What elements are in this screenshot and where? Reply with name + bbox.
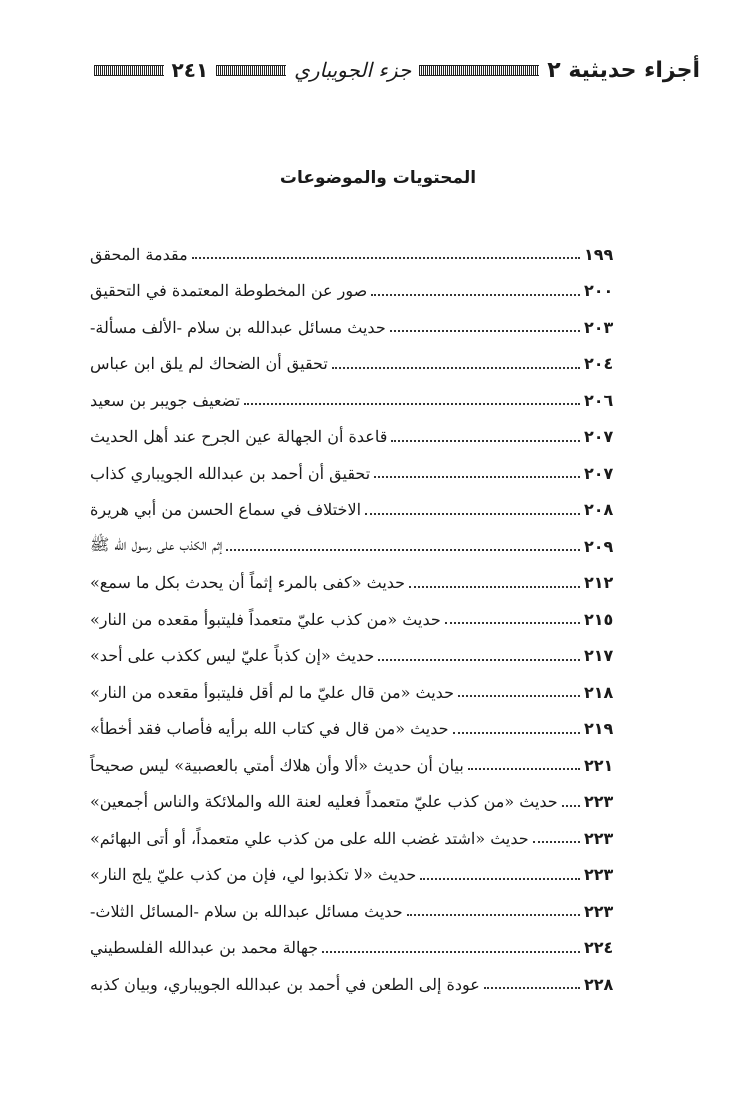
dot-leader xyxy=(409,586,580,588)
dot-leader xyxy=(468,768,580,770)
toc-entry-title: صور عن المخطوطة المعتمدة في التحقيق xyxy=(90,281,368,301)
toc-row xyxy=(88,784,628,821)
toc-row xyxy=(88,638,628,675)
toc-row xyxy=(88,747,628,784)
toc-page-number: ٢٠٧ xyxy=(584,427,614,447)
toc-page-number: ١٩٩ xyxy=(584,244,614,264)
dot-leader xyxy=(420,878,580,880)
toc-entry-title: جهالة محمد بن عبدالله الفلسطيني xyxy=(90,938,319,958)
toc-entry-title: حديث «من كذب عليّ متعمداً فعليه لعنة الله والملائكة والناس أجمعين» xyxy=(90,792,558,812)
header-rule-middle xyxy=(216,65,286,76)
series-title: أجزاء حديثية ٢ xyxy=(547,57,700,83)
toc-row xyxy=(88,820,628,857)
toc-page-number: ٢٠٨ xyxy=(584,500,614,520)
page-header xyxy=(88,50,700,90)
toc-entry-title: تحقيق أن أحمد بن عبدالله الجويباري كذاب xyxy=(90,463,371,483)
toc-page-number: ٢١٢ xyxy=(584,573,614,593)
toc-page-number: ٢٢١ xyxy=(584,755,614,775)
toc-entry-title: تحقيق أن الضحاك لم يلق ابن عباس xyxy=(90,354,328,374)
toc-page-number: ٢١٩ xyxy=(584,719,614,739)
dot-leader xyxy=(391,440,580,442)
toc-entry-title: حديث «اشتد غضب الله على من كذب علي متعمداً، أو أتى البهائم» xyxy=(90,828,529,848)
toc-row xyxy=(88,419,628,456)
toc-page-number: ٢٢٨ xyxy=(584,974,614,994)
toc-page-number: ٢١٧ xyxy=(584,646,614,666)
section-title: المحتويات والموضوعات xyxy=(279,168,477,188)
toc-row xyxy=(88,966,628,1003)
toc-page-number: ٢٠٦ xyxy=(584,390,614,410)
toc-page-number: ٢١٥ xyxy=(584,609,614,629)
page-number: ٢٤١ xyxy=(171,58,209,82)
table-of-contents xyxy=(88,236,628,1003)
dot-leader xyxy=(192,257,580,259)
toc-row xyxy=(88,857,628,894)
toc-entry-title: حديث «من قال عليّ ما لم أقل فليتبوأ مقعده من النار» xyxy=(90,682,454,702)
toc-row xyxy=(88,565,628,602)
header-rule-left xyxy=(94,65,164,76)
dot-leader xyxy=(453,732,580,734)
toc-entry-title: قاعدة أن الجهالة عين الجرح عند أهل الحديث xyxy=(90,427,388,447)
toc-row xyxy=(88,346,628,383)
toc-page-number: ٢١٨ xyxy=(584,682,614,702)
toc-entry-title: حديث «إن كذباً عليّ ليس ككذب على أحد» xyxy=(90,646,375,666)
book-title: جزء الجويباري xyxy=(294,58,412,82)
toc-entry-title: حديث «لا تكذبوا لي، فإن من كذب عليّ يلج النار» xyxy=(90,865,417,885)
dot-leader xyxy=(365,513,580,515)
toc-entry-title: الاختلاف في سماع الحسن من أبي هريرة xyxy=(90,500,362,520)
dot-leader xyxy=(407,914,580,916)
dot-leader xyxy=(484,987,580,989)
toc-row xyxy=(88,711,628,748)
toc-page-number: ٢٠٩ xyxy=(584,536,614,556)
toc-entry-title: بيان أن حديث «ألا وأن هلاك أمتي بالعصبية» ليس صحيحاً xyxy=(90,755,464,775)
toc-row xyxy=(88,236,628,273)
toc-page-number: ٢٢٣ xyxy=(584,828,614,848)
dot-leader xyxy=(244,403,580,405)
toc-row xyxy=(88,528,628,565)
toc-entry-title: حديث «من قال في كتاب الله برأيه فأصاب فقد أخطأ» xyxy=(90,719,449,739)
toc-entry-title: حديث «من كذب عليّ متعمداً فليتبوأ مقعده من النار» xyxy=(90,609,441,629)
toc-row xyxy=(88,382,628,419)
toc-row xyxy=(88,601,628,638)
toc-row xyxy=(88,492,628,529)
dot-leader xyxy=(445,622,580,624)
dot-leader xyxy=(378,659,580,661)
toc-entry-title: عودة إلى الطعن في أحمد بن عبدالله الجويباري، وبيان كذبه xyxy=(90,974,480,994)
toc-row xyxy=(88,273,628,310)
toc-entry-title: مقدمة المحقق xyxy=(90,244,188,264)
toc-page-number: ٢٠٧ xyxy=(584,463,614,483)
dot-leader xyxy=(562,805,580,807)
toc-page-number: ٢٠٠ xyxy=(584,281,614,301)
toc-page-number: ٢٢٤ xyxy=(584,938,614,958)
toc-entry-title: حديث مسائل عبدالله بن سلام -المسائل الثلاث- xyxy=(90,901,403,921)
toc-entry-title: إثم الكذب على رسول الله ﷺ xyxy=(90,534,223,554)
toc-entry-title: حديث «كفى بالمرء إثماً أن يحدث بكل ما سمع» xyxy=(90,573,406,593)
toc-page-number: ٢٢٣ xyxy=(584,792,614,812)
header-rule-right xyxy=(419,65,539,76)
dot-leader xyxy=(533,841,580,843)
dot-leader xyxy=(374,476,580,478)
toc-row xyxy=(88,930,628,967)
dot-leader xyxy=(322,951,580,953)
dot-leader xyxy=(458,695,580,697)
toc-row xyxy=(88,455,628,492)
dot-leader xyxy=(371,294,580,296)
toc-page-number: ٢٠٣ xyxy=(584,317,614,337)
toc-page-number: ٢٢٣ xyxy=(584,865,614,885)
toc-page-number: ٢٢٣ xyxy=(584,901,614,921)
dot-leader xyxy=(226,549,580,551)
toc-entry-title: تضعيف جويبر بن سعيد xyxy=(90,390,240,410)
toc-row xyxy=(88,674,628,711)
toc-row xyxy=(88,893,628,930)
toc-row xyxy=(88,309,628,346)
toc-page-number: ٢٠٤ xyxy=(584,354,614,374)
dot-leader xyxy=(390,330,580,332)
toc-entry-title: حديث مسائل عبدالله بن سلام -الألف مسألة- xyxy=(90,317,386,337)
dot-leader xyxy=(332,367,580,369)
